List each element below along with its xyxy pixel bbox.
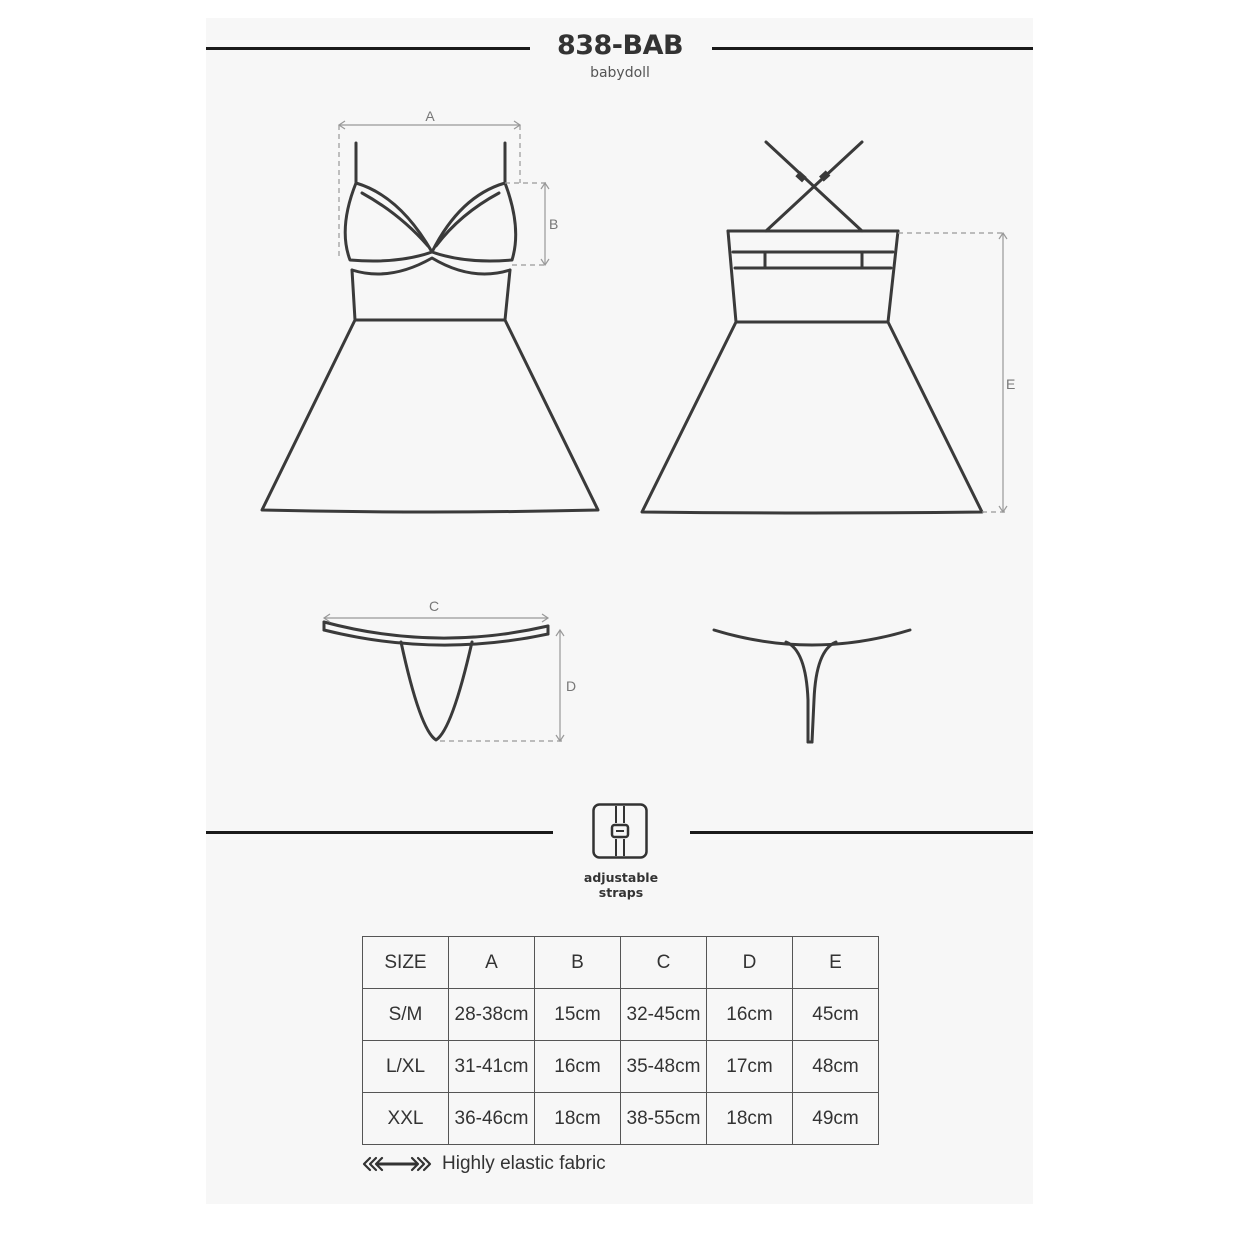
header-cell: B (535, 937, 621, 989)
features-rule-left (206, 831, 553, 834)
header-cell: SIZE (363, 937, 449, 989)
babydoll-back (642, 142, 982, 513)
dimension-label-e: E (1006, 376, 1016, 392)
header-cell: C (621, 937, 707, 989)
product-type: babydoll (590, 65, 650, 81)
features-rule-right (690, 831, 1033, 834)
babydoll-front (262, 143, 598, 512)
table-cell: S/M (363, 989, 449, 1041)
adjustable-straps-icon (592, 803, 648, 859)
header-cell: E (793, 937, 879, 989)
header-cell: D (707, 937, 793, 989)
strap-sliders (795, 170, 830, 182)
table-cell: 36-46cm (449, 1093, 535, 1145)
feature-label-line1: adjustable (583, 870, 659, 885)
fabric-note-text: Highly elastic fabric (442, 1153, 606, 1174)
product-code: 838-BAB (556, 30, 684, 61)
table-cell: 16cm (707, 989, 793, 1041)
table-cell: 31-41cm (449, 1041, 535, 1093)
table-cell: 32-45cm (621, 989, 707, 1041)
dimension-label-c: C (428, 598, 440, 614)
table-row (363, 989, 879, 1041)
table-cell: 15cm (535, 989, 621, 1041)
table-cell: 35-48cm (621, 1041, 707, 1093)
table-cell: 17cm (707, 1041, 793, 1093)
table-row (363, 1041, 879, 1093)
size-table-header (363, 937, 879, 989)
feature-label (560, 870, 682, 900)
header-cell: A (449, 937, 535, 989)
feature-label-line2: straps (598, 885, 644, 900)
table-cell: XXL (363, 1093, 449, 1145)
elastic-arrows-icon (362, 1156, 432, 1172)
dimension-label-d: D (566, 678, 577, 694)
table-cell: 38-55cm (621, 1093, 707, 1145)
dimension-lines (324, 121, 1007, 741)
thong-front (324, 622, 548, 740)
table-cell: 45cm (793, 989, 879, 1041)
table-cell: 49cm (793, 1093, 879, 1145)
dimension-label-a: A (425, 108, 435, 124)
table-cell: L/XL (363, 1041, 449, 1093)
size-table (362, 936, 879, 1145)
dimension-label-b: B (549, 216, 559, 232)
table-cell: 18cm (707, 1093, 793, 1145)
table-cell: 28-38cm (449, 989, 535, 1041)
table-cell: 16cm (535, 1041, 621, 1093)
table-row (363, 1093, 879, 1145)
fabric-note (362, 1153, 606, 1175)
table-cell: 18cm (535, 1093, 621, 1145)
table-cell: 48cm (793, 1041, 879, 1093)
thong-back (714, 630, 910, 742)
